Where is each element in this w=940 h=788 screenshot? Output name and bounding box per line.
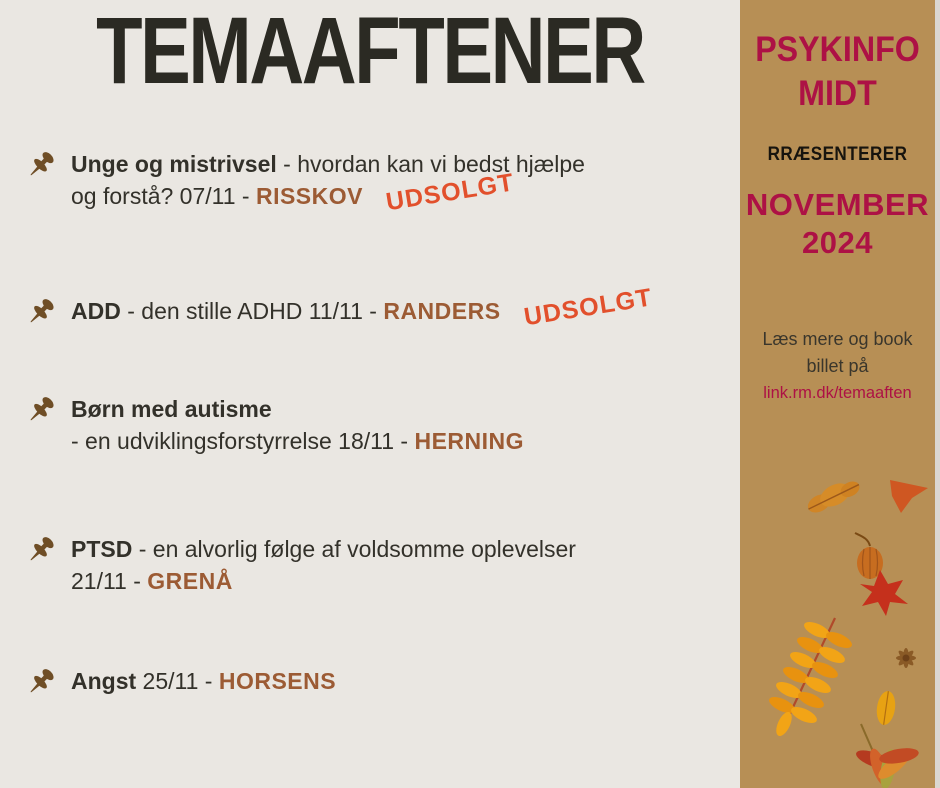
small-red-leaf bbox=[890, 480, 928, 513]
event-location: HERNING bbox=[414, 428, 525, 454]
event-location: HORSENS bbox=[218, 668, 337, 694]
poster-title: TEMAAFTENER bbox=[96, 0, 644, 104]
event-text-segment: og forstå? 07/11 - bbox=[71, 183, 256, 209]
creeper-leaf bbox=[854, 724, 920, 788]
rowan-leaf bbox=[767, 618, 854, 738]
event-text-segment: - en alvorlig følge af voldsomme oplevelser bbox=[132, 536, 576, 562]
event-text-segment: Børn med autisme bbox=[71, 396, 272, 422]
month-label bbox=[740, 186, 935, 262]
event-row bbox=[26, 665, 336, 698]
event-text-segment: PTSD bbox=[71, 536, 133, 562]
event-text bbox=[71, 393, 524, 457]
star-anise bbox=[896, 648, 916, 668]
event-row bbox=[26, 283, 654, 332]
event-text-segment: 21/11 - bbox=[71, 568, 148, 594]
event-text-segment: Unge og mistrivsel bbox=[71, 151, 277, 177]
event-text bbox=[71, 533, 576, 597]
booking-line2: billet på bbox=[806, 356, 869, 376]
event-text-segment: Angst bbox=[71, 668, 137, 694]
month-line1: NOVEMBER bbox=[745, 187, 930, 222]
oak-leaf bbox=[804, 474, 863, 518]
brand-name bbox=[748, 28, 927, 116]
presents-label: RRÆSENTERER bbox=[767, 144, 908, 165]
pushpin-icon bbox=[26, 296, 58, 328]
event-text-segment: - en udviklingsforstyrrelse 18/11 - bbox=[71, 428, 415, 454]
event-location: RISSKOV bbox=[255, 183, 363, 209]
pushpin-icon bbox=[26, 666, 58, 698]
event-location: GRENÅ bbox=[147, 568, 233, 594]
booking-text bbox=[740, 326, 935, 380]
event-row bbox=[26, 148, 585, 217]
brand-line2: MIDT bbox=[798, 74, 877, 113]
sold-out-stamp: UDSOLGT bbox=[384, 168, 517, 217]
event-text bbox=[71, 665, 336, 697]
physalis-lantern bbox=[855, 533, 883, 579]
sidebar bbox=[740, 0, 935, 788]
autumn-leaves-illustration bbox=[740, 438, 935, 788]
event-text-segment: 25/11 - bbox=[136, 668, 219, 694]
event-text bbox=[71, 283, 654, 332]
pushpin-icon bbox=[26, 149, 58, 181]
event-location: RANDERS bbox=[383, 298, 501, 324]
event-text bbox=[71, 148, 585, 217]
event-row bbox=[26, 533, 576, 597]
event-text-segment: ADD bbox=[71, 298, 121, 324]
event-text-segment: - hvordan kan vi bedst hjælpe bbox=[276, 151, 585, 177]
yellow-leaf bbox=[875, 690, 898, 726]
screen-edge-strip bbox=[935, 0, 940, 788]
booking-line1: Læs mere og book bbox=[762, 329, 913, 349]
sold-out-stamp: UDSOLGT bbox=[521, 283, 654, 332]
booking-link[interactable]: link.rm.dk/temaaften bbox=[763, 383, 912, 402]
pushpin-icon bbox=[26, 394, 58, 426]
event-row bbox=[26, 393, 524, 457]
pushpin-icon bbox=[26, 534, 58, 566]
month-line2: 2024 bbox=[802, 225, 873, 260]
brand-line1: PSYKINFO bbox=[755, 30, 920, 69]
event-text-segment: - den stille ADHD 11/11 - bbox=[120, 298, 384, 324]
